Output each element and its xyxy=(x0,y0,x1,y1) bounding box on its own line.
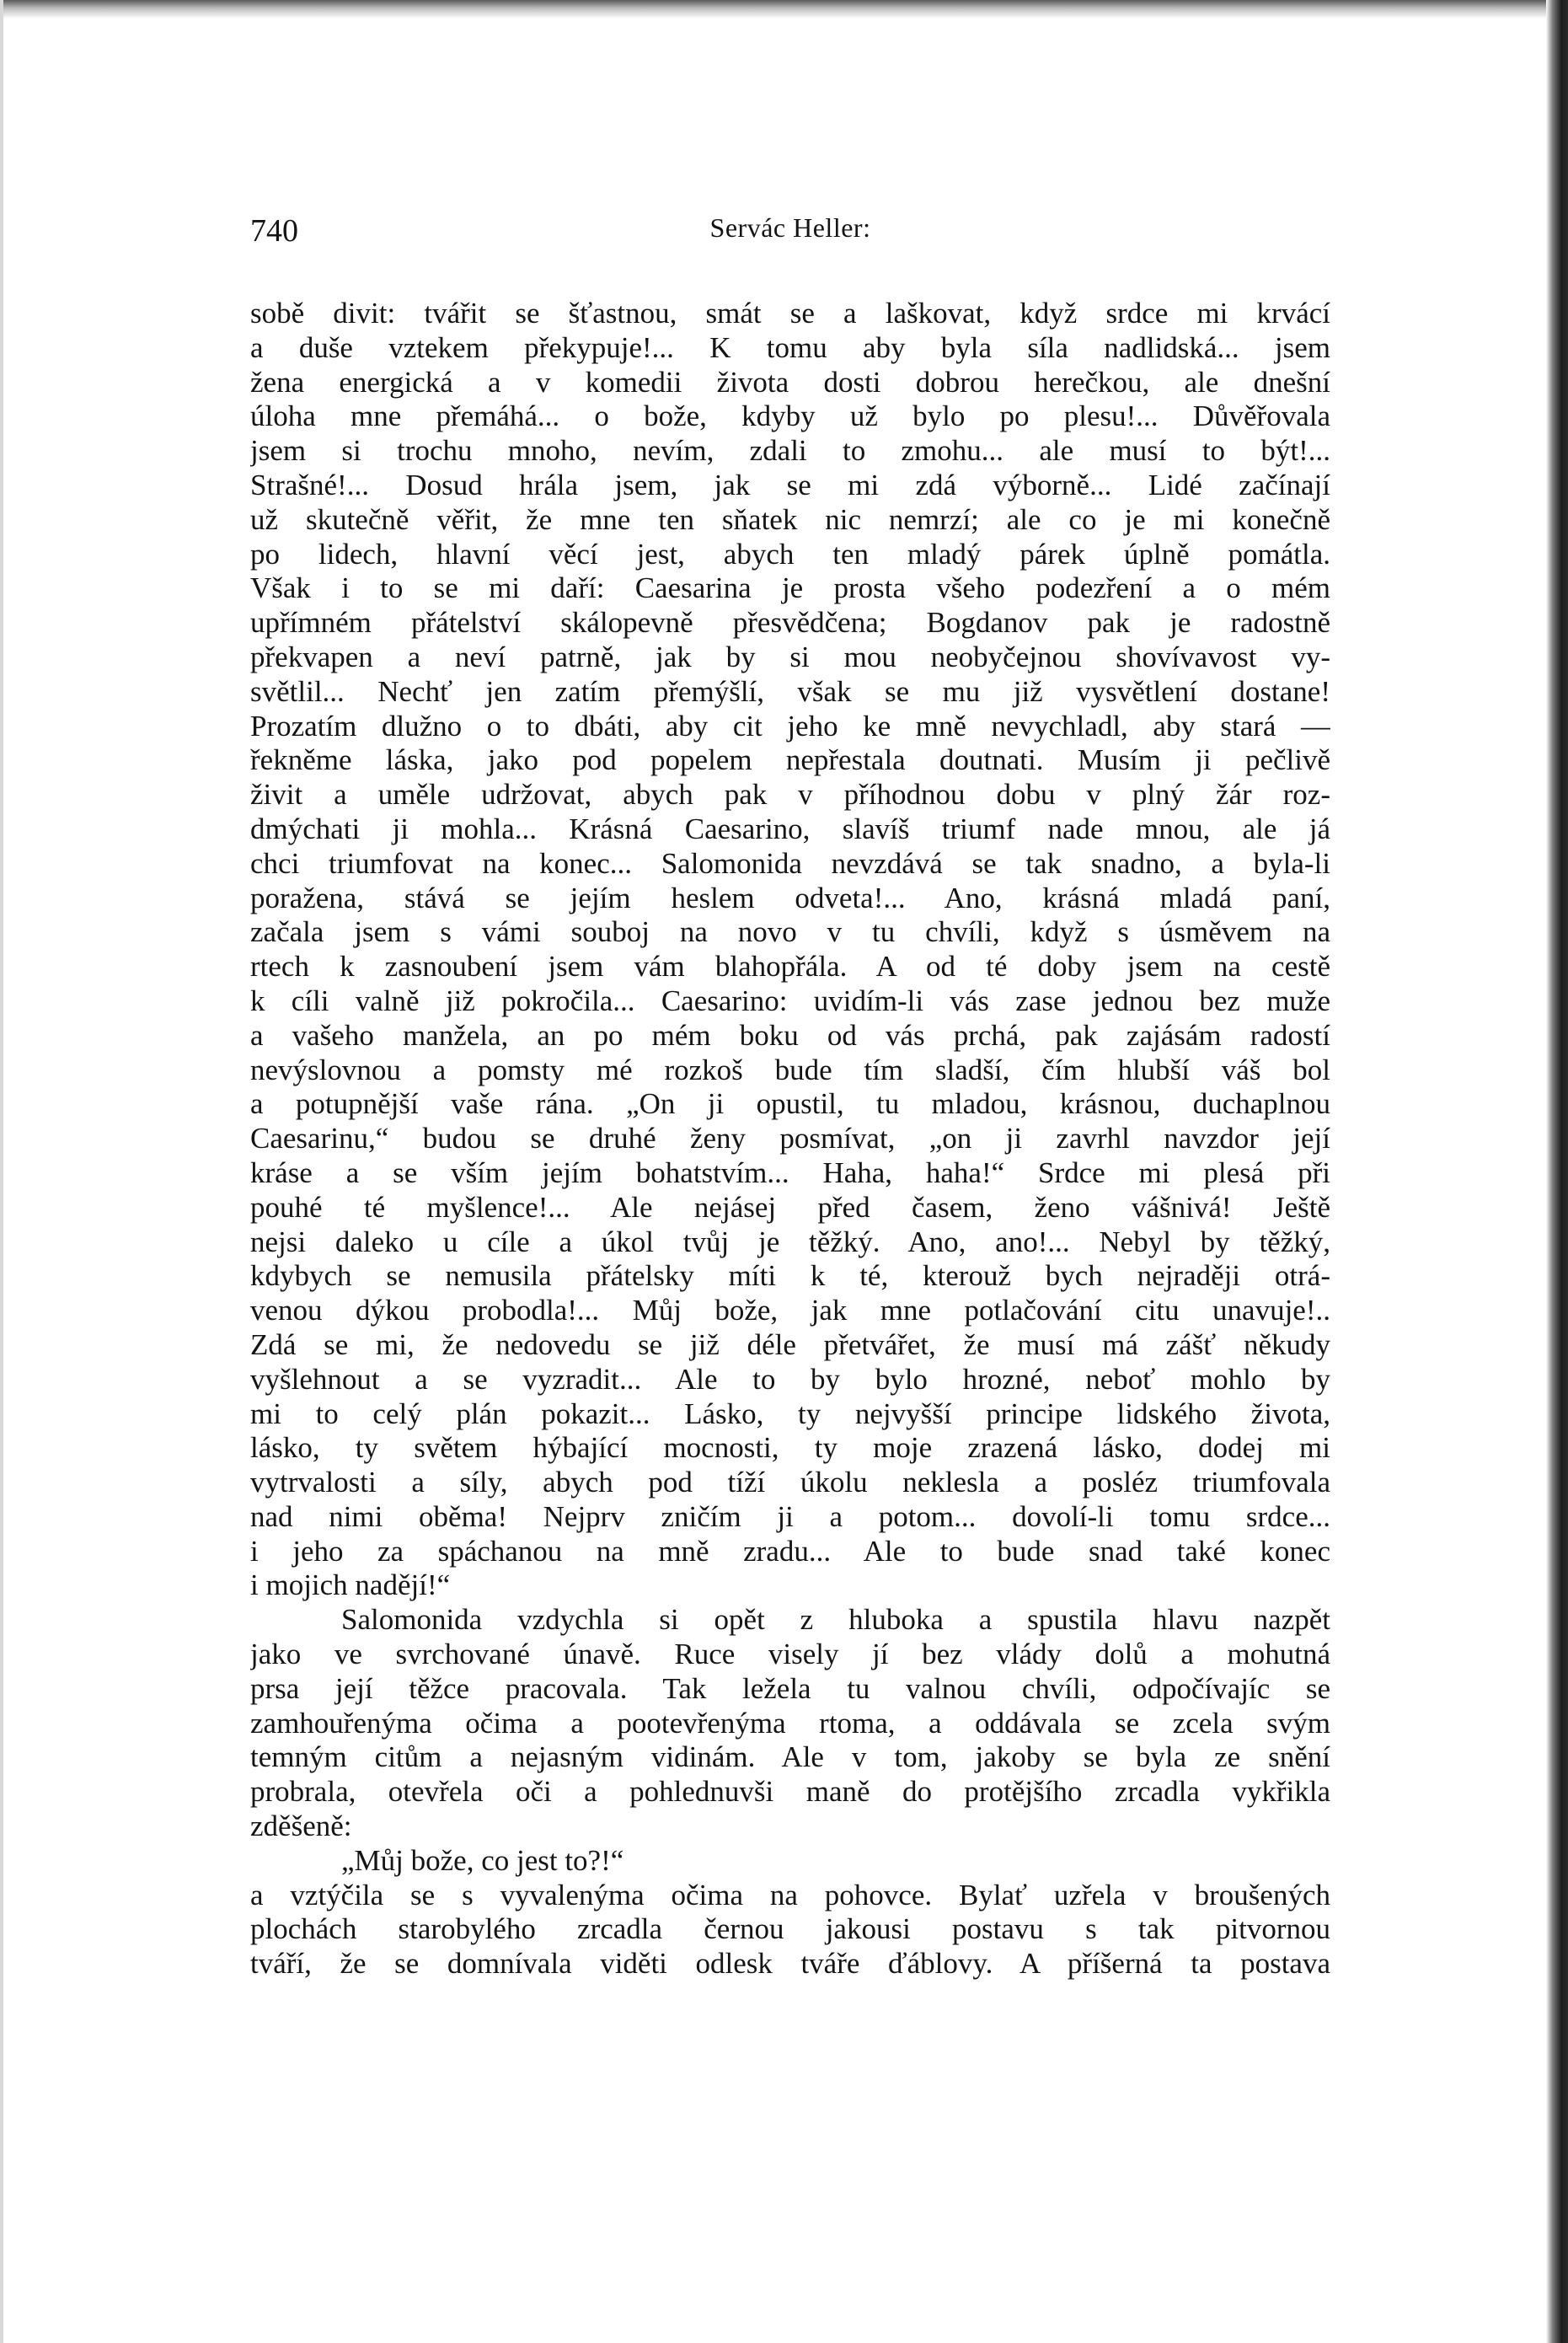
text-line: mi to celý plán pokazit... Lásko, ty nejvyšší principe lidského života, xyxy=(250,1397,1330,1430)
text-line: i jeho za spáchanou na mně zradu... Ale to bude snad také konec xyxy=(250,1534,1330,1568)
text-line: řekněme láska, jako pod popelem nepřestala doutnati. Musím ji pečlivě xyxy=(250,743,1330,777)
text-line: živit a uměle udržovat, abych pak v příhodnou dobu v plný žár roz- xyxy=(250,778,1330,812)
text-line: nad nimi oběma! Nejprv zničím ji a potom... dovolí-li tomu srdce... xyxy=(250,1499,1330,1533)
text-line: a vašeho manžela, an po mém boku od vás prchá, pak zajásám radostí xyxy=(250,1018,1330,1052)
running-head: Servác Heller: xyxy=(709,212,871,243)
book-page xyxy=(250,202,1330,1981)
text-line: Prozatím dlužno o to dbáti, aby cit jeho ke mně nevychladl, aby stará — xyxy=(250,709,1330,743)
text-line: probrala, otevřela oči a pohlednuvši maně do protějšího zrcadla vykřikla xyxy=(250,1775,1330,1809)
text-line: temným citům a nejasným vidinám. Ale v tom, jakoby se byla ze snění xyxy=(250,1740,1330,1774)
text-line: Caesarinu,“ budou se druhé ženy posmívat, „on ji zavrhl navzdor její xyxy=(250,1122,1330,1155)
text-line: a potupnější vaše rána. „On ji opustil, tu mladou, krásnou, duchaplnou xyxy=(250,1087,1330,1121)
page-number: 740 xyxy=(250,213,298,249)
text-line: i mojich nadějí!“ xyxy=(250,1568,451,1602)
text-line: dmýchati ji mohla... Krásná Caesarino, slavíš triumf nade mnou, ale já xyxy=(250,812,1330,845)
text-line: úloha mne přemáhá... o bože, kdyby už bylo po plesu!... Důvěřovala xyxy=(250,399,1330,433)
scan-edge-left xyxy=(0,0,3,2343)
text-line: sobě divit: tvářit se šťastnou, smát se a laškovat, když srdce mi krvácí xyxy=(250,297,1330,330)
text-line: k cíli valně již pokročila... Caesarino: uvidím-li vás zase jednou bez muže xyxy=(250,984,1330,1017)
text-line: upřímném přátelství skálopevně přesvědčena; Bogdanov pak je radostně xyxy=(250,606,1330,640)
page-header xyxy=(250,202,1330,253)
text-line: pouhé té myšlence!... Ale nejásej před časem, ženo vášnivá! Ještě xyxy=(250,1190,1330,1224)
text-line: kráse a se vším jejím bohatstvím... Haha, haha!“ Srdce mi plesá při xyxy=(250,1155,1330,1189)
text-line: Však i to se mi daří: Caesarina je prosta všeho podezření a o mém xyxy=(250,571,1330,605)
text-line: rtech k zasnoubení jsem vám blahopřála. A od té doby jsem na cestě xyxy=(250,950,1330,984)
text-line: kdybych se nemusila přátelsky míti k té, kterouž bych nejraději otrá- xyxy=(250,1259,1330,1293)
text-line: nevýslovnou a pomsty mé rozkoš bude tím sladší, čím hlubší váš bol xyxy=(250,1053,1330,1086)
text-line: začala jsem s vámi souboj na novo v tu chvíli, když s úsměvem na xyxy=(250,915,1330,949)
text-line: chci triumfovat na konec... Salomonida nevzdává se tak snadno, a byla-li xyxy=(250,846,1330,880)
text-line: jsem si trochu mnoho, nevím, zdali to zmohu... ale musí to být!... xyxy=(250,434,1330,468)
text-line: a duše vztekem překypuje!... K tomu aby byla síla nadlidská... jsem xyxy=(250,330,1330,364)
text-line: tváří, že se domnívala viděti odlesk tváře ďáblovy. A příšerná ta postava xyxy=(250,1947,1330,1981)
text-line: prsa její těžce pracovala. Tak ležela tu valnou chvíli, odpočívajíc se xyxy=(250,1671,1330,1705)
text-line: po lidech, hlavní věcí jest, abych ten mladý párek úplně pomátla. xyxy=(250,537,1330,571)
text-line: vyšlehnout a se vyzradit... Ale to by bylo hrozné, neboť mohlo by xyxy=(250,1362,1330,1396)
text-line: světlil... Nechť jen zatím přemýšlí, však se mu již vysvětlení dostane! xyxy=(250,674,1330,708)
text-line: venou dýkou probodla!... Můj bože, jak mne potlačování citu unavuje!.. xyxy=(250,1294,1330,1327)
body-text xyxy=(250,297,1330,1981)
text-line: a vztýčila se s vyvalenýma očima na pohovce. Bylať uzřela v broušených xyxy=(250,1878,1330,1911)
text-line: vytrvalosti a síly, abych pod tíží úkolu neklesla a posléz triumfovala xyxy=(250,1466,1330,1499)
scan-edge-right xyxy=(1546,0,1568,2343)
text-line: nejsi daleko u cíle a úkol tvůj je těžký. Ano, ano!... Nebyl by těžký, xyxy=(250,1225,1330,1258)
scan-edge-top xyxy=(0,0,1568,19)
text-line: žena energická a v komedii života dosti dobrou herečkou, ale dnešní xyxy=(250,365,1330,399)
text-line: plochách starobylého zrcadla černou jakousi postavu s tak pitvornou xyxy=(250,1912,1330,1946)
text-line: Strašné!... Dosud hrála jsem, jak se mi zdá výborně... Lidé začínají xyxy=(250,468,1330,501)
text-line: lásko, ty světem hýbající mocnosti, ty moje zrazená lásko, dodej mi xyxy=(250,1431,1330,1465)
text-line: Salomonida vzdychla si opět z hluboka a spustila hlavu nazpět xyxy=(341,1603,1330,1637)
text-line: poražena, stává se jejím heslem odveta!... Ano, krásná mladá paní, xyxy=(250,881,1330,914)
text-line: už skutečně věřit, že mne ten sňatek nic nemrzí; ale co je mi konečně xyxy=(250,502,1330,536)
text-line: jako ve svrchované únavě. Ruce visely jí bez vlády dolů a mohutná xyxy=(250,1638,1330,1671)
text-line: překvapen a neví patrně, jak by si mou neobyčejnou shovívavost vy- xyxy=(250,640,1330,673)
text-line: zděšeně: xyxy=(250,1810,352,1843)
text-line: zamhouřenýma očima a pootevřenýma rtoma, a oddávala se zcela svým xyxy=(250,1706,1330,1740)
text-line: „Můj bože, co jest to?!“ xyxy=(341,1843,624,1877)
text-line: Zdá se mi, že nedovedu se již déle přetvářet, že musí má zášť někudy xyxy=(250,1327,1330,1361)
